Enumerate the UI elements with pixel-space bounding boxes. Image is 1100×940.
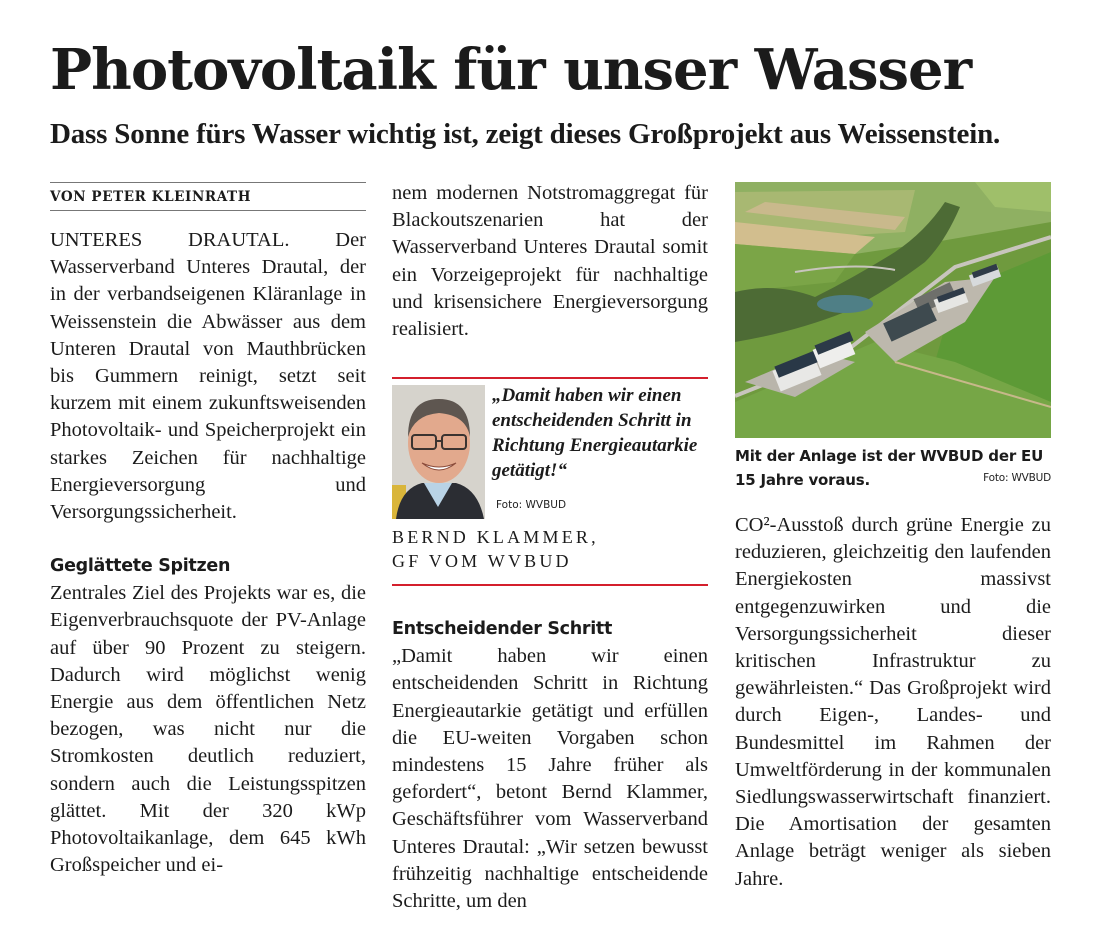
- subhead-geglaettete-spitzen: Geglättete Spitzen: [50, 556, 231, 577]
- subtitle: Dass Sonne fürs Wasser wichtig ist, zeigt dieses Großprojekt aus Weissenstein.: [50, 118, 1001, 150]
- portrait-illustration: [392, 385, 485, 519]
- continuation-paragraph: nem modernen Notstromaggregat für Blackoutszenarien hat der Wasserverband Unteres Drautal somit ein Vorzeigeprojekt für nachhaltige und krisensichere Energieversorgung realisiert.: [392, 182, 708, 341]
- body-paragraph: „Damit haben wir einen entscheidenden Schritt in Richtung Energieautarkie getätigt und erfüllen die EU-weiten Vorgaben schon mindestens 15 Jahre früher als gefordert“, betont Bernd Klammer, Geschäftsführer vom Wasserverband Unteres Drautal: „Wir setzen bewusst frühzeitig nachhaltige entscheidende Schritte, um den: [392, 645, 708, 913]
- column-3: [735, 180, 1051, 893]
- quote-author: [392, 525, 599, 573]
- column-1: [50, 180, 366, 879]
- column-2: [392, 180, 708, 915]
- paragraph-spacer: [50, 526, 366, 553]
- body-paragraph: CO²-Ausstoß durch grüne Energie zu reduzieren, gleichzeitig den laufenden Energiekosten massivst entgegenzuwirken und die Versorgungssicherheit dieser kritischen Infrastruktur zu gewährleisten.“ Das Großprojekt wird durch Eigen-, Landes- und Bundesmittel im Rahmen der Umweltförderung in der kommunalen Siedlungswasserwirtschaft finanziert. Die Amortisation der gesamten Anlage beträgt weniger als sieben Jahre.: [735, 514, 1051, 890]
- paragraph-spacer: [392, 586, 708, 616]
- body-paragraph: Zentrales Ziel des Projekts war es, die Eigenverbrauchsquote der PV-Anlage auf über 90 Prozent zu steigern. Dadurch wird möglichst wenig Energie aus dem öffentlichen Netz bezogen, was nicht nur die Stromkosten deutlich reduziert, sondern auch die Leistungsspitzen glättet. Mit der 320 kWp Photovoltaikanlage, dem 645 kWh Großspeicher und ei-: [50, 582, 366, 877]
- portrait-photo: [392, 385, 485, 519]
- pull-quote-box: [392, 377, 708, 586]
- portrait-photo-credit: Foto: WVBUD: [496, 499, 567, 512]
- quote-author-role: GF VOM WVBUD: [392, 551, 572, 572]
- photo-caption-text: Mit der Anlage ist der WVBUD der EU 15 Jahre voraus.: [735, 447, 1044, 489]
- byline: VON PETER KLEINRATH: [50, 182, 366, 211]
- quote-author-name: BERND KLAMMER,: [392, 527, 599, 548]
- headline: Photovoltaik für unser Wasser: [50, 37, 972, 103]
- pull-quote-text: „Damit haben wir einen entscheidenden Schritt in Richtung Energieautarkie getätigt!“: [492, 385, 698, 482]
- subhead-entscheidender-schritt: Entscheidender Schritt: [392, 619, 613, 640]
- photo-caption: [735, 444, 1051, 492]
- intro-paragraph: UNTERES DRAUTAL. Der Wasserverband Unteres Drautal, der in der verbandseigenen Kläranlage in Weissenstein die Abwässer aus dem Unteren Drautal von Mauthbrücken bis Gummern reinigt, setzt seit kurzem mit einem zukunftsweisenden Photovoltaik- und Speicherprojekt ein starkes Zeichen für nachhaltige Energieversorgung und Versorgungssicherheit.: [50, 229, 366, 524]
- aerial-photo-illustration: [735, 182, 1051, 438]
- photo-caption-credit: Foto: WVBUD: [983, 472, 1051, 484]
- aerial-photo: [735, 182, 1051, 438]
